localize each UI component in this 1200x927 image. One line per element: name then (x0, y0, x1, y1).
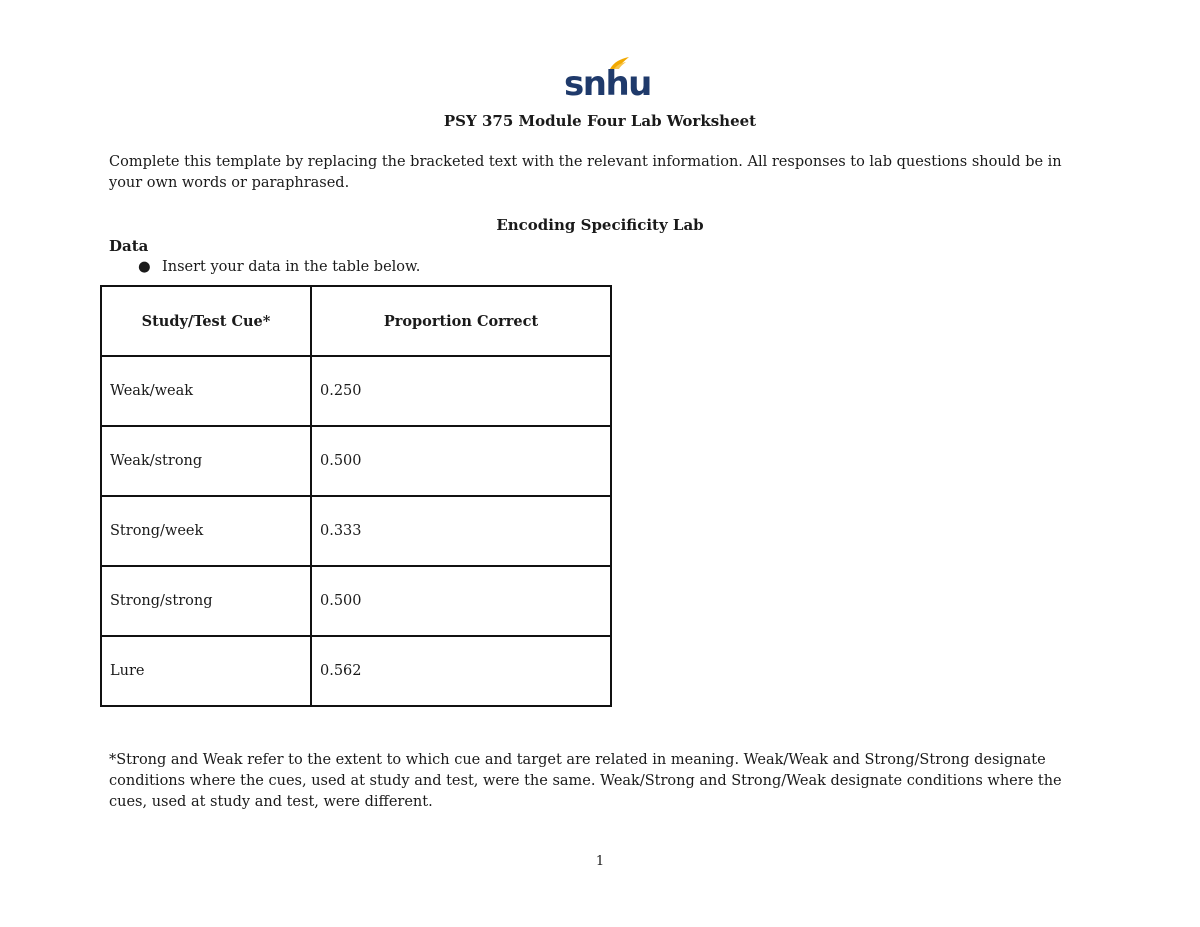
table-row (101, 496, 611, 566)
footnote: *Strong and Weak refer to the extent to which cue and target are related in meaning. Weak/Weak and Strong/Strong designate conditions where the cues, used at study and test, were the same. Weak/Strong and Strong/Weak designate conditions where the cues, used at study and test, were different. (109, 752, 1062, 810)
proportion-cell: 0.562 (311, 636, 611, 706)
header-proportion-correct: Proportion Correct (311, 286, 611, 356)
section-title: Encoding Specificity Lab (496, 216, 704, 234)
proportion-cell: 0.500 (311, 566, 611, 636)
table-row (101, 426, 611, 496)
cue-cell: Strong/week (101, 496, 311, 566)
intro-paragraph: Complete this template by replacing the bracketed text with the relevant information. All responses to lab questions should be in your own words or paraphrased. (109, 154, 1062, 191)
proportion-cell: 0.333 (311, 496, 611, 566)
proportion-cell: 0.500 (311, 426, 611, 496)
table-row (101, 636, 611, 706)
bullet-text: Insert your data in the table below. (162, 259, 421, 275)
bullet-icon: ● (138, 259, 151, 275)
logo-wordmark: snhu (564, 64, 651, 104)
header-study-test-cue: Study/Test Cue* (101, 286, 311, 356)
cue-cell: Strong/strong (101, 566, 311, 636)
bullet-item (138, 257, 420, 277)
snhu-logo (564, 56, 651, 104)
cue-cell: Weak/strong (101, 426, 311, 496)
data-heading: Data (109, 237, 149, 255)
proportion-cell: 0.250 (311, 356, 611, 426)
data-table (100, 285, 612, 707)
cue-cell: Lure (101, 636, 311, 706)
document-title: PSY 375 Module Four Lab Worksheet (443, 112, 757, 130)
table-row (101, 356, 611, 426)
cue-cell: Weak/weak (101, 356, 311, 426)
table-row (101, 566, 611, 636)
page-number: 1 (595, 854, 605, 869)
table-header-row (101, 286, 611, 356)
